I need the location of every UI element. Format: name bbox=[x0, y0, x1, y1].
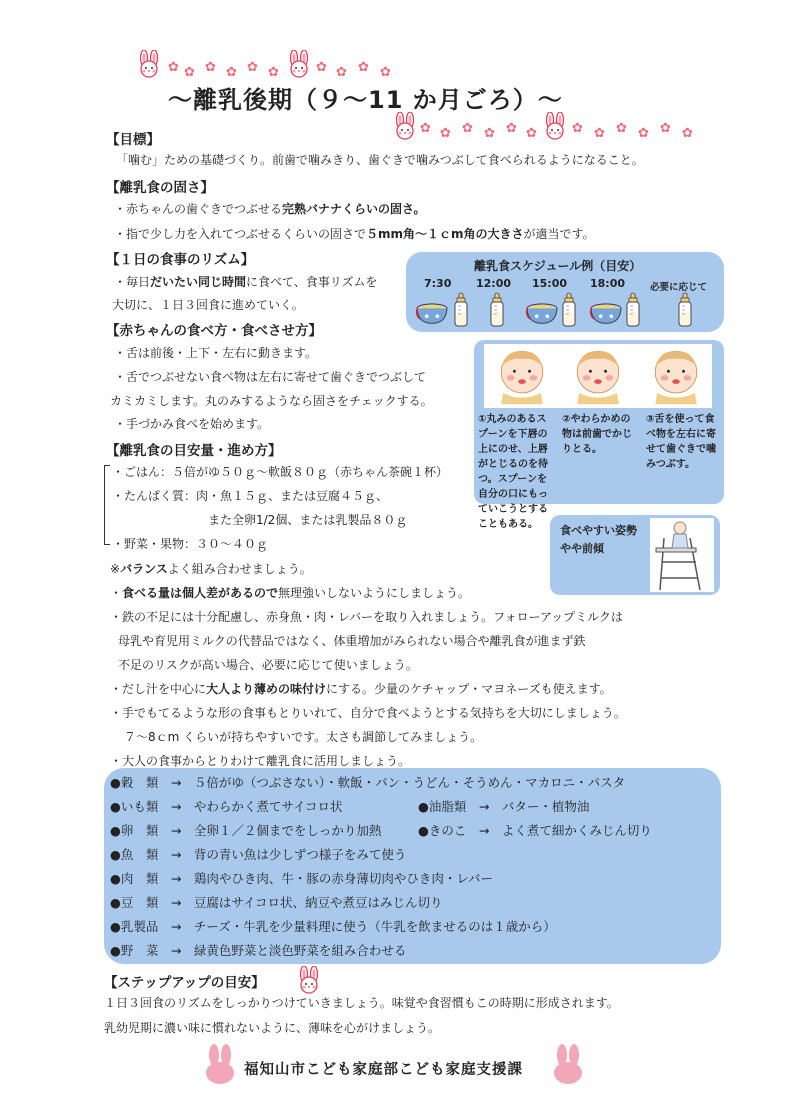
food-item-potatoes: ●いも類 → やわらかく煮てサイコロ状 bbox=[110, 799, 343, 814]
bunny-icon bbox=[542, 112, 568, 140]
howto-line-4: ・手づかみ食べを始めます。 bbox=[114, 417, 270, 431]
hands-note-2: ７～8ｃm くらいが持ちやすいです。太さも調節してみましょう。 bbox=[124, 730, 483, 744]
pink-bunny-icon bbox=[550, 1044, 586, 1084]
page-title: ～離乳後期（９～11 か月ごろ）～ bbox=[168, 86, 563, 114]
goal-heading: 【目標】 bbox=[106, 132, 160, 148]
bottle-icon bbox=[676, 292, 694, 328]
flower-icon: ✿ bbox=[316, 60, 327, 75]
food-item-vegetables: ●野 菜 → 緑黄色野菜と淡色野菜を組み合わせる bbox=[110, 943, 407, 958]
flower-icon: ✿ bbox=[247, 60, 258, 75]
amount-heading: 【離乳食の目安量・進め方】 bbox=[106, 443, 282, 459]
baby-face-image bbox=[488, 345, 556, 405]
baby-caption: ①丸みのあるスプーンを下唇の上にのせ、上唇がとじるのを待つ。スプーンを自分の口にもっていこうとすることもある。 bbox=[478, 414, 548, 530]
footer-department: 福知山市こども家庭部こども家庭支援課 bbox=[244, 1062, 523, 1078]
food-item-meat: ●肉 類 → 鶏肉やひき肉、牛・豚の赤身薄切肉やひき肉・レバー bbox=[110, 871, 494, 886]
stepup-line-1: １日３回食のリズムをしっかりつけていきましょう。味覚や食習慣もこの時期に形成されます。 bbox=[104, 996, 619, 1010]
flower-icon: ✿ bbox=[440, 126, 451, 141]
bowl-icon bbox=[588, 296, 624, 326]
bottle-icon bbox=[488, 292, 506, 328]
flower-icon: ✿ bbox=[526, 126, 537, 141]
baby-caption: ②やわらかめの物は前歯でかじりとる。 bbox=[562, 414, 632, 455]
adult-note: ・大人の食事からとりわけて離乳食に活用しましょう。 bbox=[110, 754, 411, 768]
flower-icon: ✿ bbox=[572, 121, 583, 136]
posture-line-2: やや前傾 bbox=[560, 542, 604, 555]
flower-icon: ✿ bbox=[660, 121, 671, 136]
food-item-dairy: ●乳製品 → チーズ・牛乳を少量料理に使う（牛乳を飲ませるのは１歳から） bbox=[110, 919, 556, 934]
flower-icon: ✿ bbox=[268, 65, 279, 80]
bowl-icon bbox=[414, 296, 450, 326]
stepup-line-2: 乳幼児期に濃い味に慣れないように、薄味を心がけましょう。 bbox=[104, 1021, 441, 1035]
amount-line-3: また全卵1/2個、または乳製品８０ｇ bbox=[208, 513, 408, 527]
flower-icon: ✿ bbox=[594, 126, 605, 141]
bowl-icon bbox=[524, 296, 560, 326]
pink-bunny-icon bbox=[202, 1044, 238, 1084]
stepup-heading: 【ステップアップの目安】 bbox=[104, 975, 265, 991]
hands-note-1: ・手でもてるような形の食事もとりいれて、自分で食べようとする気持ちを大切にしましょう。 bbox=[110, 706, 626, 720]
flower-icon: ✿ bbox=[184, 65, 195, 80]
schedule-time: 必要に応じて bbox=[650, 282, 708, 293]
schedule-time: 15:00 bbox=[532, 277, 568, 290]
rhythm-line-1: ・毎日だいたい同じ時間に食べて、食事リズムを bbox=[114, 275, 378, 289]
schedule-time: 12:00 bbox=[476, 277, 512, 290]
howto-line-3: カミカミします。丸のみするようなら固さをチェックする。 bbox=[110, 394, 433, 408]
iron-note-1: ・鉄の不足には十分配慮し、赤身魚・肉・レバーを取り入れましょう。フォローアップミルクは bbox=[110, 610, 623, 624]
howto-line-2: ・舌でつぶせない食べ物は左右に寄せて歯ぐきでつぶして bbox=[114, 370, 427, 384]
flower-icon: ✿ bbox=[484, 126, 495, 141]
bunny-icon bbox=[392, 112, 418, 140]
flower-icon: ✿ bbox=[682, 126, 693, 141]
food-item-fats: ●油脂類 → バター・植物油 bbox=[418, 799, 590, 814]
baby-face-image bbox=[564, 345, 632, 405]
hardness-line-2: ・指で少し力を入れてつぶせるくらいの固さで５mm角～１ｃm角の大きさが適当です。 bbox=[114, 227, 595, 241]
food-item-eggs: ●卵 類 → 全卵１／２個までをしっかり加熱 bbox=[110, 823, 382, 838]
baby-caption: ③舌を使って食べ物を左右に寄せて歯ぐきで噛みつぶす。 bbox=[646, 414, 716, 470]
balance-note: ※バランスよく組み合わせましょう。 bbox=[110, 562, 312, 576]
taste-note: ・だし汁を中心に大人より薄めの味付けにする。少量のケチャップ・マヨネーズも使えます。 bbox=[110, 682, 612, 696]
flower-icon: ✿ bbox=[420, 121, 431, 136]
amount-line-1: ・ごはん：５倍がゆ５０ｇ～軟飯８０ｇ（赤ちゃん茶碗１杯） bbox=[112, 465, 449, 479]
highchair-image bbox=[650, 518, 714, 592]
rhythm-line-2: 大切に、１日３回食に進めていく。 bbox=[112, 298, 304, 312]
flower-icon: ✿ bbox=[506, 121, 517, 136]
flower-icon: ✿ bbox=[638, 126, 649, 141]
flower-icon: ✿ bbox=[380, 65, 391, 80]
bottle-icon bbox=[560, 292, 578, 328]
schedule-time: 18:00 bbox=[590, 277, 626, 290]
howto-line-1: ・舌は前後・上下・左右に動きます。 bbox=[114, 346, 318, 360]
amount-line-4: ・野菜・果物：３０～４０ｇ bbox=[112, 537, 269, 551]
bunny-icon bbox=[136, 50, 162, 78]
flower-icon: ✿ bbox=[358, 60, 369, 75]
hardness-heading: 【離乳食の固さ】 bbox=[106, 180, 214, 196]
food-item-fish: ●魚 類 → 背の青い魚は少しずつ様子をみて使う bbox=[110, 847, 407, 862]
flower-icon: ✿ bbox=[226, 65, 237, 80]
flower-icon: ✿ bbox=[336, 65, 347, 80]
iron-note-3: 不足のリスクが高い場合、必要に応じて使いましょう。 bbox=[118, 658, 418, 672]
schedule-time: 7:30 bbox=[424, 277, 452, 290]
flower-icon: ✿ bbox=[616, 121, 627, 136]
schedule-title: 離乳食スケジュール例（目安） bbox=[474, 259, 642, 273]
flower-icon: ✿ bbox=[462, 121, 473, 136]
food-item-beans: ●豆 類 → 豆腐はサイコロ状、納豆や煮豆はみじん切り bbox=[110, 895, 443, 910]
posture-line-1: 食べやすい姿勢 bbox=[560, 524, 637, 537]
bunny-icon bbox=[286, 50, 312, 78]
amount-bracket bbox=[104, 465, 110, 545]
baby-face-image bbox=[642, 345, 710, 405]
flower-icon: ✿ bbox=[205, 60, 216, 75]
bottle-icon bbox=[624, 292, 642, 328]
hardness-line-1: ・赤ちゃんの歯ぐきでつぶせる完熟バナナくらいの固さ。 bbox=[114, 202, 426, 216]
individual-note: ・食べる量は個人差があるので無理強いしないようにしましょう。 bbox=[110, 586, 471, 600]
goal-text: 「噛む」ための基礎づくり。前歯で噛みきり、歯ぐきで噛みつぶして食べられるようになること。 bbox=[116, 153, 644, 167]
rhythm-heading: 【１日の食事のリズム】 bbox=[106, 252, 255, 268]
iron-note-2: 母乳や育児用ミルクの代替品ではなく、体重増加がみられない場合や離乳食が進まず鉄 bbox=[118, 634, 586, 648]
food-item-mushrooms: ●きのこ → よく煮て細かくみじん切り bbox=[418, 823, 652, 838]
food-item-grains: ●穀 類 → ５倍がゆ（つぶさない）・軟飯・パン・うどん・そうめん・マカロニ・パスタ bbox=[110, 775, 626, 790]
bottle-icon bbox=[452, 292, 470, 328]
amount-line-2: ・たんぱく質：肉・魚１５ｇ、または豆腐４５ｇ、 bbox=[112, 489, 389, 503]
bunny-icon bbox=[296, 966, 322, 994]
flower-icon: ✿ bbox=[168, 60, 179, 75]
howto-heading: 【赤ちゃんの食べ方・食べさせ方】 bbox=[106, 323, 322, 339]
